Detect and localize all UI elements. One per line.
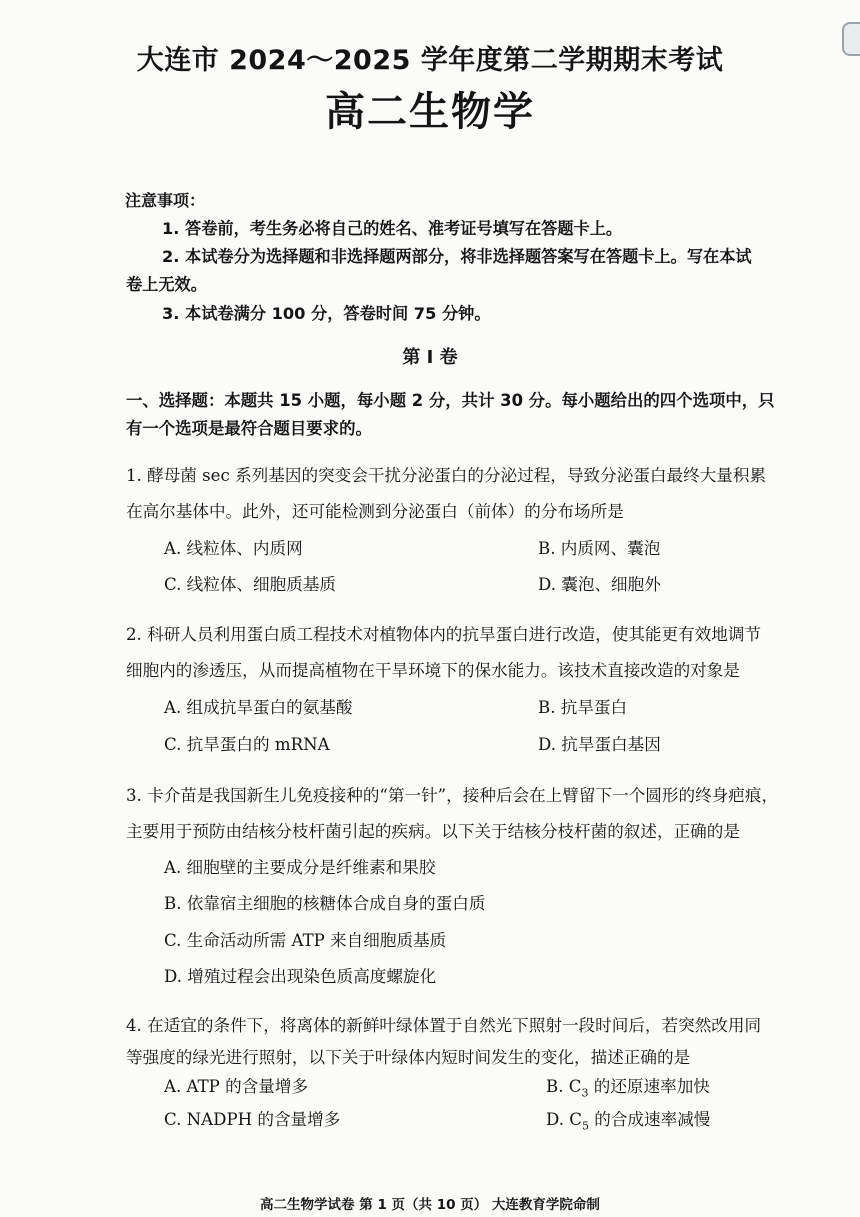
notice-item-1: 1. 答卷前，考生务必将自己的姓名、准考证号填写在答题卡上。 bbox=[162, 219, 623, 238]
question-4-option-d-post: 的合成速率减慢 bbox=[588, 1110, 711, 1129]
question-3-line2: 主要用于预防由结核分枝杆菌引起的疾病。以下关于结核分枝杆菌的叙述，正确的是 bbox=[126, 822, 740, 841]
question-4-option-d-pre: D. C bbox=[546, 1110, 582, 1129]
notice-item-2-line1: 2. 本试卷分为选择题和非选择题两部分，将非选择题答案写在答题卡上。写在本试 bbox=[162, 247, 752, 266]
notice-item-3: 3. 本试卷满分 100 分，答卷时间 75 分钟。 bbox=[162, 304, 491, 323]
part-intro-line2: 有一个选项是最符合题目要求的。 bbox=[126, 419, 372, 438]
question-2-option-d: D. 抗旱蛋白基因 bbox=[538, 735, 661, 754]
question-4-option-a: A. ATP 的含量增多 bbox=[164, 1077, 309, 1096]
page-footer: 高二生物学试卷 第 1 页（共 10 页） 大连教育学院命制 bbox=[260, 1197, 600, 1213]
question-4-option-b-post: 的还原速率加快 bbox=[588, 1077, 710, 1096]
question-2-option-c: C. 抗旱蛋白的 mRNA bbox=[164, 735, 330, 754]
question-1-option-d: D. 囊泡、细胞外 bbox=[538, 575, 661, 594]
question-1-line2: 在高尔基体中。此外，还可能检测到分泌蛋白（前体）的分布场所是 bbox=[126, 502, 624, 521]
question-2-option-b: B. 抗旱蛋白 bbox=[538, 698, 628, 717]
exam-title: 大连市 2024～2025 学年度第二学期期末考试 bbox=[136, 45, 724, 76]
question-4-option-d bbox=[546, 1106, 710, 1132]
question-4-option-b-sub: 3 bbox=[581, 1086, 589, 1100]
question-3-option-d: D. 增殖过程会出现染色质高度螺旋化 bbox=[164, 967, 437, 986]
question-4-line1: 4. 在适宜的条件下，将离体的新鲜叶绿体置于自然光下照射一段时间后，若突然改用同 bbox=[126, 1016, 762, 1035]
question-2-line2: 细胞内的渗透压，从而提高植物在干旱环境下的保水能力。该技术直接改造的对象是 bbox=[126, 661, 740, 680]
section-title: 第 I 卷 bbox=[402, 347, 458, 368]
notice-item-2-line2: 卷上无效。 bbox=[126, 275, 207, 294]
question-3-option-b: B. 依靠宿主细胞的核糖体合成自身的蛋白质 bbox=[164, 894, 486, 913]
question-1-line1: 1. 酵母菌 sec 系列基因的突变会干扰分泌蛋白的分泌过程，导致分泌蛋白最终大量积累 bbox=[126, 466, 767, 485]
question-1-option-b: B. 内质网、囊泡 bbox=[538, 539, 661, 558]
question-2-line1: 2. 科研人员利用蛋白质工程技术对植物体内的抗旱蛋白进行改造，使其能更有效地调节 bbox=[126, 625, 762, 644]
notice-heading: 注意事项： bbox=[125, 191, 206, 210]
question-1-option-c: C. 线粒体、细胞质基质 bbox=[164, 575, 336, 594]
question-2-option-a: A. 组成抗旱蛋白的氨基酸 bbox=[164, 698, 353, 717]
question-4-option-b-pre: B. C bbox=[546, 1077, 582, 1096]
question-3-option-a: A. 细胞壁的主要成分是纤维素和果胶 bbox=[164, 858, 436, 877]
question-4-option-b bbox=[546, 1073, 710, 1099]
question-1-option-a: A. 线粒体、内质网 bbox=[164, 539, 303, 558]
question-4-option-c: C. NADPH 的含量增多 bbox=[164, 1110, 341, 1129]
part-intro-line1: 一、选择题：本题共 15 小题，每小题 2 分，共计 30 分。每小题给出的四个选项中，只 bbox=[126, 391, 775, 410]
question-3-option-c: C. 生命活动所需 ATP 来自细胞质基质 bbox=[164, 931, 447, 950]
question-3-line1: 3. 卡介苗是我国新生儿免疫接种的“第一针”，接种后会在上臂留下一个圆形的终身疤痕， bbox=[126, 786, 779, 805]
question-4-line2: 等强度的绿光进行照射，以下关于叶绿体内短时间发生的变化，描述正确的是 bbox=[126, 1048, 691, 1067]
subject-title: 高二生物学 bbox=[325, 89, 535, 135]
question-4-option-d-sub: 5 bbox=[581, 1119, 589, 1133]
